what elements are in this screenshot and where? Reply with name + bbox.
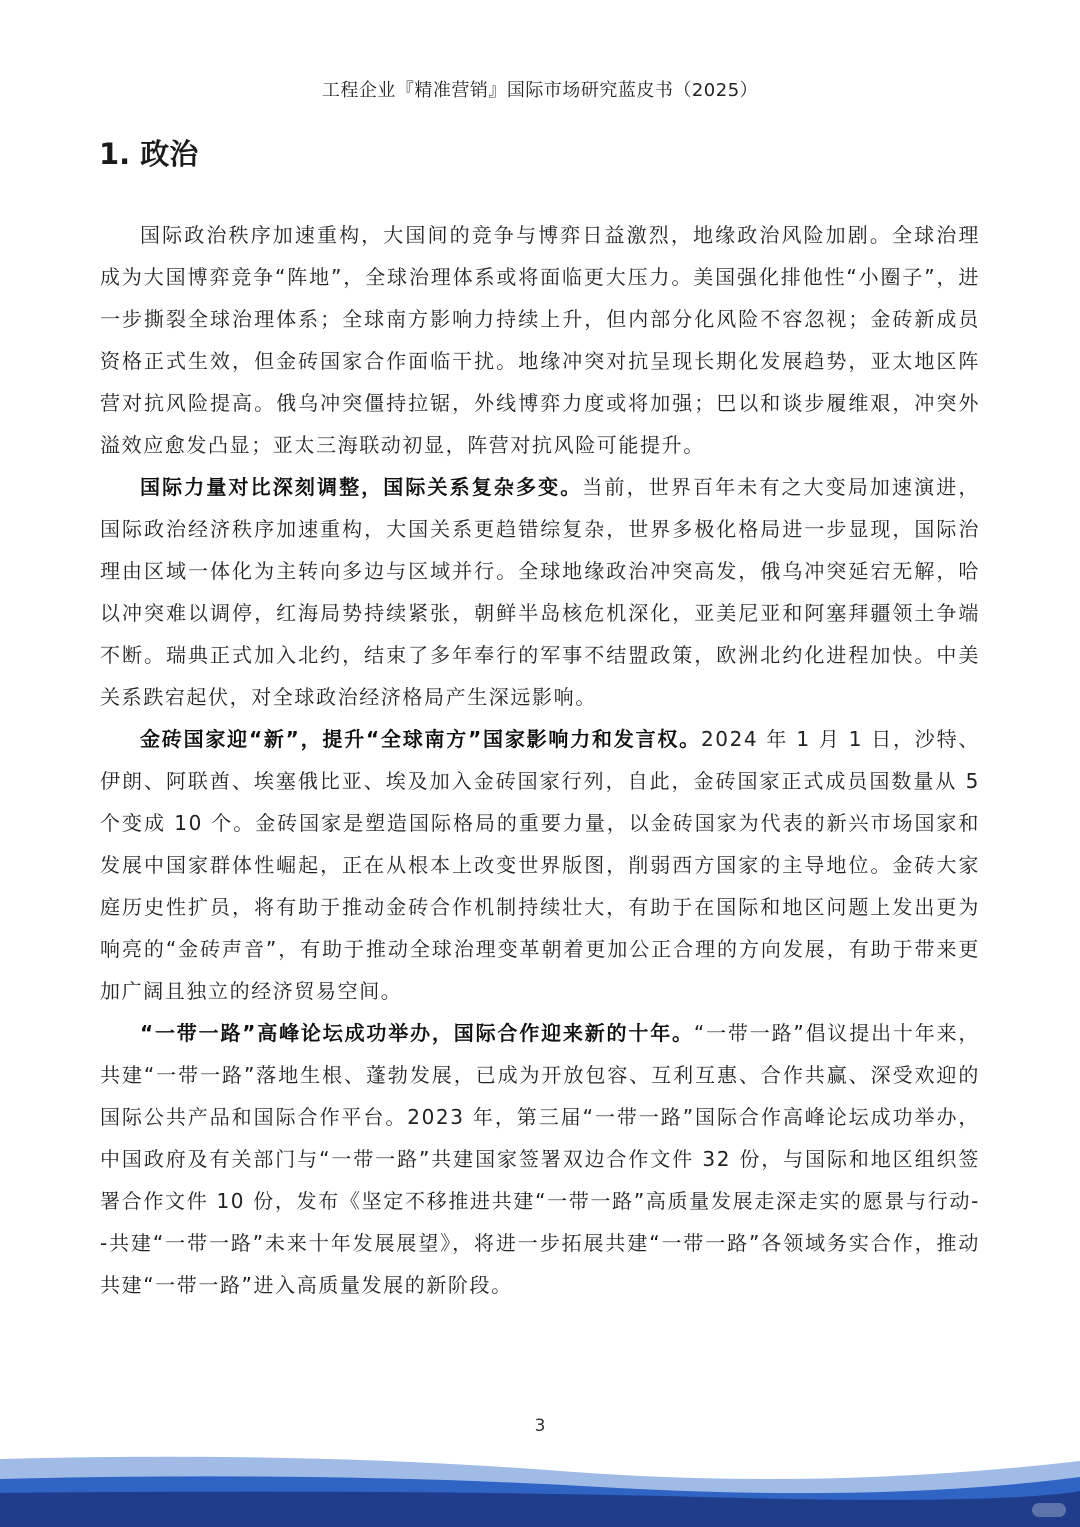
footer-wave-graphic [0, 1449, 1080, 1527]
paragraph-text: “一带一路”倡议提出十年来，共建“一带一路”落地生根、蓬勃发展，已成为开放包容、互利互惠、合作共赢、深受欢迎的国际公共产品和国际合作平台。2023 年，第三届“一带一路”国际合作高峰论坛成功举办，中国政府及有关部门与“一带一路”共建国家签署双边合作文件 32 份，与国际和地区组织签署合作文件 10 份，发布《坚定不移推进共建“一带一路”高质量发展走深走实的愿景与行动--共建“一带一路”未来十年发展展望》，将进一步拓展共建“一带一路”各领域务实合作，推动共建“一带一路”进入高质量发展的新阶段。 [100, 1021, 981, 1297]
paragraph-lead: 金砖国家迎“新”，提升“全球南方”国家影响力和发言权。 [140, 727, 701, 751]
paragraph-1 [100, 214, 980, 466]
section-title: 1. 政治 [99, 137, 199, 171]
page-number: 3 [534, 1416, 546, 1436]
paragraph-text: 当前，世界百年未有之大变局加速演进，国际政治经济秩序加速重构，大国关系更趋错综复杂，世界多极化格局进一步显现，国际治理由区域一体化为主转向多边与区域并行。全球地缘政治冲突高发，俄乌冲突延宕无解，哈以冲突难以调停，红海局势持续紧张，朝鲜半岛核危机深化，亚美尼亚和阿塞拜疆领土争端不断。瑞典正式加入北约，结束了多年奉行的军事不结盟政策，欧洲北约化进程加快。中美关系跌宕起伏，对全球政治经济格局产生深远影响。 [100, 475, 980, 709]
paragraph-2 [100, 466, 980, 718]
paragraph-3 [100, 718, 980, 1012]
paragraph-lead: 国际力量对比深刻调整，国际关系复杂多变。 [140, 475, 583, 499]
paragraph-4 [100, 1012, 980, 1306]
paragraph-text: 国际政治秩序加速重构，大国间的竞争与博弈日益激烈，地缘政治风险加剧。全球治理成为大国博弈竞争“阵地”，全球治理体系或将面临更大压力。美国强化排他性“小圈子”，进一步撕裂全球治理体系；全球南方影响力持续上升，但内部分化风险不容忽视；金砖新成员资格正式生效，但金砖国家合作面临干扰。地缘冲突对抗呈现长期化发展趋势，亚太地区阵营对抗风险提高。俄乌冲突僵持拉锯，外线博弈力度或将加强；巴以和谈步履维艰，冲突外溢效应愈发凸显；亚太三海联动初显，阵营对抗风险可能提升。 [100, 223, 980, 457]
footer-band [0, 1449, 1080, 1527]
paragraph-text: 2024 年 1 月 1 日，沙特、伊朗、阿联酋、埃塞俄比亚、埃及加入金砖国家行列，自此，金砖国家正式成员国数量从 5 个变成 10 个。金砖国家是塑造国际格局的重要力量，以金砖国家为代表的新兴市场国家和发展中国家群体性崛起，正在从根本上改变世界版图，削弱西方国家的主导地位。金砖大家庭历史性扩员，将有助于推动金砖合作机制持续壮大，有助于在国际和地区问题上发出更为响亮的“金砖声音”，有助于推动全球治理变革朝着更加公正合理的方向发展，有助于带来更加广阔且独立的经济贸易空间。 [100, 727, 980, 1003]
running-header: 工程企业『精准营销』国际市场研究蓝皮书（2025） [321, 80, 759, 101]
body-content [100, 214, 980, 1306]
paragraph-lead: “一带一路”高峰论坛成功举办，国际合作迎来新的十年。 [140, 1021, 694, 1045]
watermark-logo [1032, 1503, 1066, 1517]
